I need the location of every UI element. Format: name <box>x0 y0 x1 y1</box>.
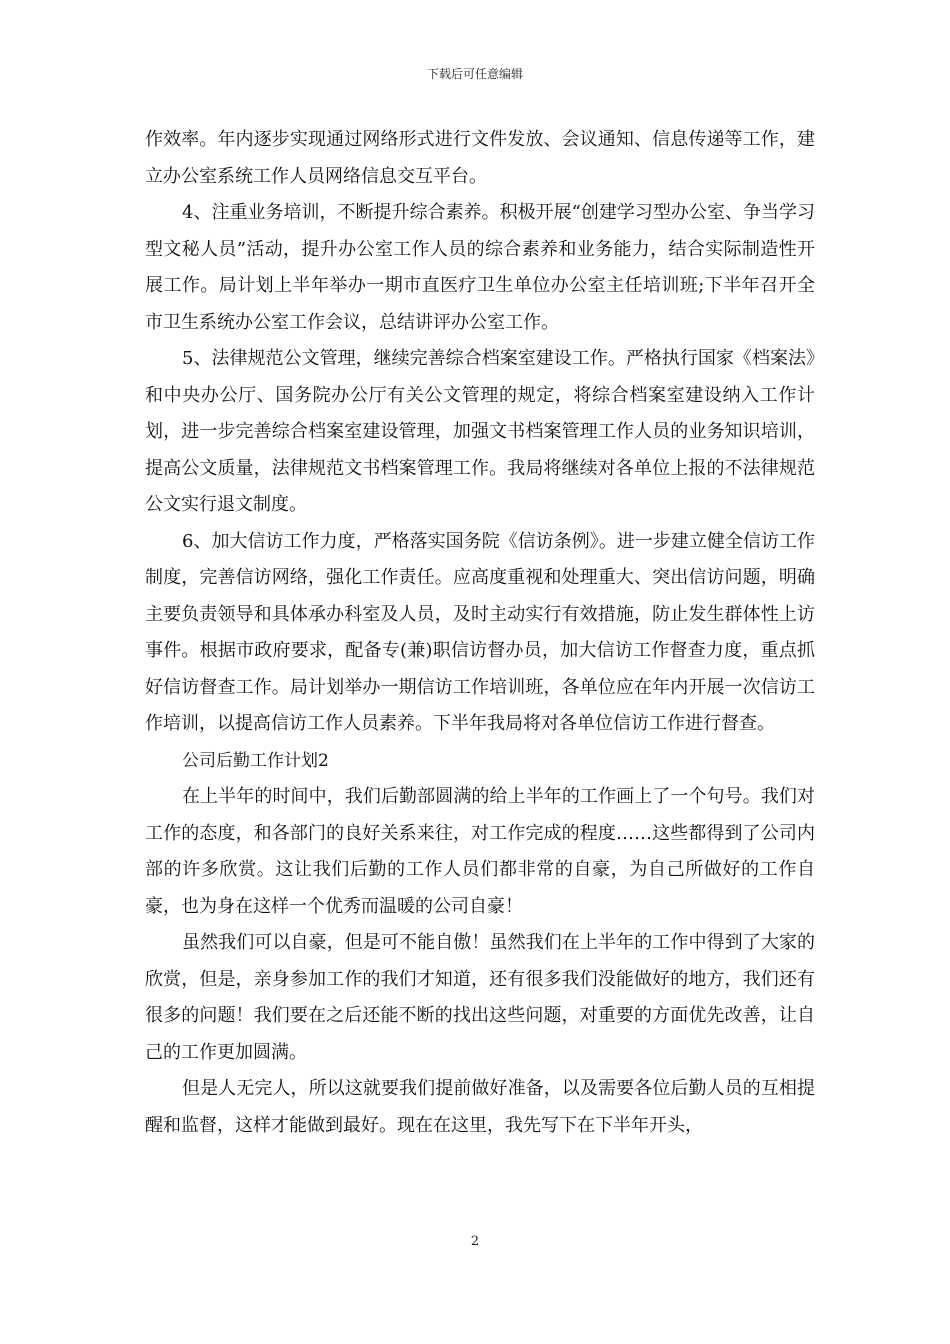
document-body <box>145 122 815 1144</box>
page-header: 下载后可任意编辑 <box>426 67 523 81</box>
paragraph-item-6: 6、加大信访工作力度，严格落实国务院《信访条例》。进一步建立健全信访工作制度，完善信访网络，强化工作责任。应高度重视和处理重大、突出信访问题，明确主要负责领导和具体承办科室及人员，及时主动实行有效措施，防止发生群体性上访事件。根据市政府要求，配备专(兼)职信访督办员，加大信访工作督查力度，重点抓好信访督查工作。局计划举办一期信访工作培训班，各单位应在年内开展一次信访工作培训，以提高信访工作人员素养。下半年我局将对各单位信访工作进行督查。 <box>145 530 815 734</box>
paragraph-improvement: 虽然我们可以自豪，但是可不能自傲！虽然我们在上半年的工作中得到了大家的欣赏，但是，亲身参加工作的我们才知道，还有很多我们没能做好的地方，我们还有很多的问题！我们要在之后还能不断的找出这些问题，对重要的方面优先改善，让自己的工作更加圆满。 <box>145 932 815 1063</box>
paragraph-preparation: 但是人无完人，所以这就要我们提前做好准备，以及需要各位后勤人员的互相提醒和监督，这样才能做到最好。现在在这里，我先写下在下半年开头， <box>145 1078 815 1136</box>
paragraph-continuation: 作效率。年内逐步实现通过网络形式进行文件发放、会议通知、信息传递等工作，建立办公室系统工作人员网络信息交互平台。 <box>145 129 815 187</box>
section-heading: 公司后勤工作计划2 <box>182 750 329 771</box>
paragraph-item-4: 4、注重业务培训，不断提升综合素养。积极开展“创建学习型办公室、争当学习型文秘人员”活动，提升办公室工作人员的综合素养和业务能力，结合实际制造性开展工作。局计划上半年举办一期市直医疗卫生单位办公室主任培训班;下半年召开全市卫生系统办公室工作会议，总结讲评办公室工作。 <box>145 202 815 333</box>
paragraph-summary: 在上半年的时间中，我们后勤部圆满的给上半年的工作画上了一个句号。我们对工作的态度，和各部门的良好关系来往，对工作完成的程度……这些都得到了公司内部的许多欣赏。这让我们后勤的工作人员们都非常的自豪，为自己所做好的工作自豪，也为身在这样一个优秀而温暖的公司自豪！ <box>145 786 815 917</box>
page-number: 2 <box>470 1234 480 1249</box>
paragraph-item-5: 5、法律规范公文管理，继续完善综合档案室建设工作。严格执行国家《档案法》和中央办公厅、国务院办公厅有关公文管理的规定，将综合档案室建设纳入工作计划，进一步完善综合档案室建设管理，加强文书档案管理工作人员的业务知识培训，提高公文质量，法律规范文书档案管理工作。我局将继续对各单位上报的不法律规范公文实行退文制度。 <box>145 348 815 515</box>
